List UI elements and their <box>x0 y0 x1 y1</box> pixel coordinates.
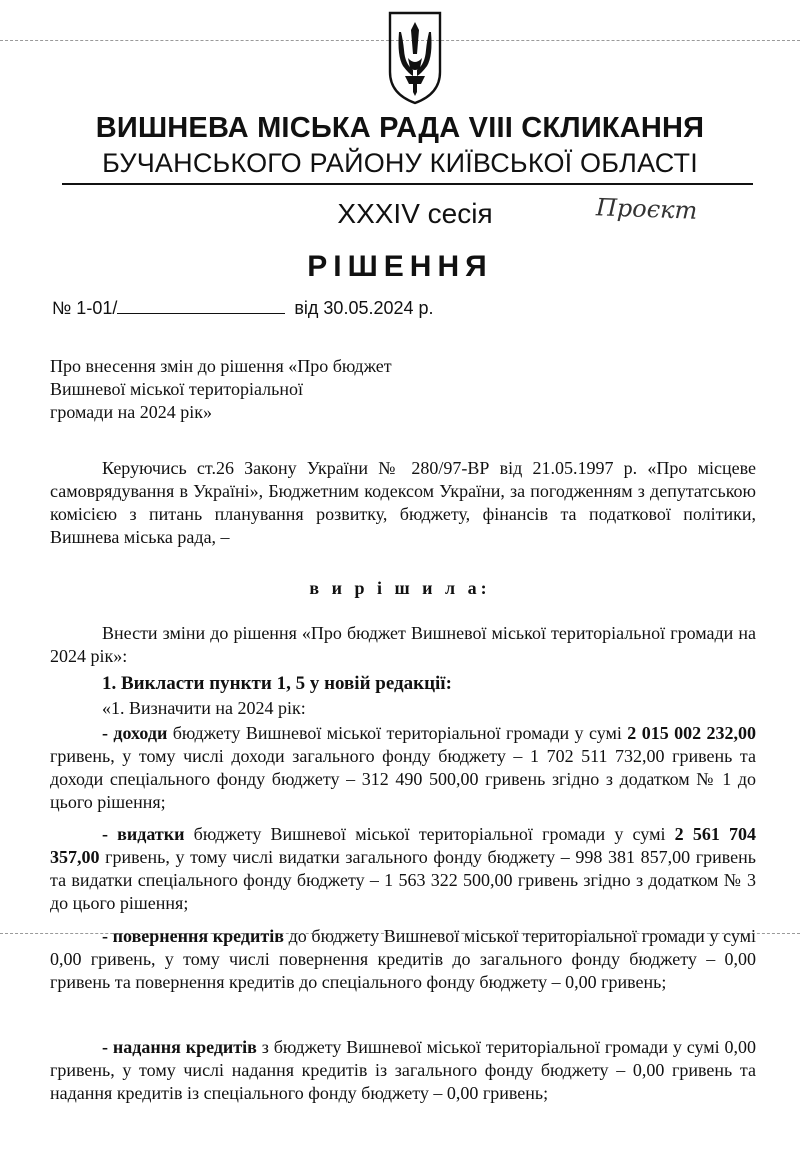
income-paragraph <box>50 722 756 814</box>
loan-return-paragraph <box>50 925 756 994</box>
income-text: бюджету Вишневої міської територіальної громади у сумі <box>167 723 628 743</box>
income-amount: 2 015 002 232,00 <box>627 723 757 743</box>
point-1-heading: 1. Викласти пункти 1, 5 у новій редакції: <box>102 673 452 694</box>
decision-subject <box>50 355 470 424</box>
expenses-text-cont: гривень, у тому числі видатки загального фонду бюджету – 998 381 857,00 гривень та видатки спеціального фонду бюджету – 1 563 322 500,00 гривень згідно з додатком № 3 до цього рішення; <box>50 847 756 913</box>
decision-number-line <box>52 298 434 319</box>
loan-issue-paragraph <box>50 1036 756 1105</box>
expenses-amount: 2 561 704 357,00 <box>50 824 757 867</box>
point-1-subheading: «1. Визначити на 2024 рік: <box>102 698 306 718</box>
decision-number-blank <box>117 299 285 314</box>
resolution-heading: в и р і ш и л а: <box>309 578 491 598</box>
decision-number-prefix: № 1-01/ <box>52 298 118 318</box>
subject-line: Про внесення змін до рішення «Про бюджет <box>50 356 392 376</box>
document-type-title: РІШЕННЯ <box>307 250 493 283</box>
header-divider <box>62 183 753 185</box>
session-number: XXXIV сесія <box>337 198 493 229</box>
expenses-label: - видатки <box>102 824 185 844</box>
subject-line: Вишневої міської територіальної <box>50 379 304 399</box>
loan-return-label: - повернення кредитів <box>102 926 284 946</box>
income-text-cont: гривень, у тому числі доходи загального фонду бюджету – 1 702 511 732,00 гривень та доходи спеціального фонду бюджету – 312 490 500,00 гривень згідно з додатком № 1 до цього рішення; <box>50 746 756 812</box>
subject-line: громади на 2024 рік» <box>50 402 212 422</box>
council-name: ВИШНЕВА МІСЬКА РАДА VIII СКЛИКАННЯ <box>95 112 705 144</box>
loan-return-text: до бюджету Вишневої міської територіальної громади у сумі 0,00 гривень, у тому числі повернення кредитів до загального фонду бюджету – 0,00 гривень та повернення кредитів до спеціального фонду бюджету – 0,00 гривень; <box>50 926 756 992</box>
draft-handwritten-mark: Проєкт <box>595 193 698 225</box>
loan-issue-label: - надання кредитів <box>102 1037 257 1057</box>
trident-coat-of-arms-icon <box>387 10 443 106</box>
intro-paragraph: Внести зміни до рішення «Про бюджет Вишневої міської територіальної громади на 2024 рік»: <box>50 623 756 666</box>
council-region: БУЧАНСЬКОГО РАЙОНУ КИЇВСЬКОЇ ОБЛАСТІ <box>102 148 698 178</box>
preamble-paragraph: Керуючись ст.26 Закону України № 280/97-ВР від 21.05.1997 р. «Про місцеве самоврядування в Україні», Бюджетним кодексом України, за погодженням з депутатською комісією з питань планування розвитку, бюджету, фінансів та податкової політики, Вишнева міська рада, – <box>50 458 756 547</box>
expenses-text: бюджету Вишневої міської територіальної громади у сумі <box>184 824 675 844</box>
income-label: - доходи <box>102 723 168 743</box>
decision-date: від 30.05.2024 р. <box>294 298 434 318</box>
expenses-paragraph <box>50 823 756 915</box>
loan-issue-text: з бюджету Вишневої міської територіальної громади у сумі 0,00 гривень, у тому числі надання кредитів із загального фонду бюджету – 0,00 гривень та надання кредитів із спеціального фонду бюджету – 0,00 гривень; <box>50 1037 756 1103</box>
